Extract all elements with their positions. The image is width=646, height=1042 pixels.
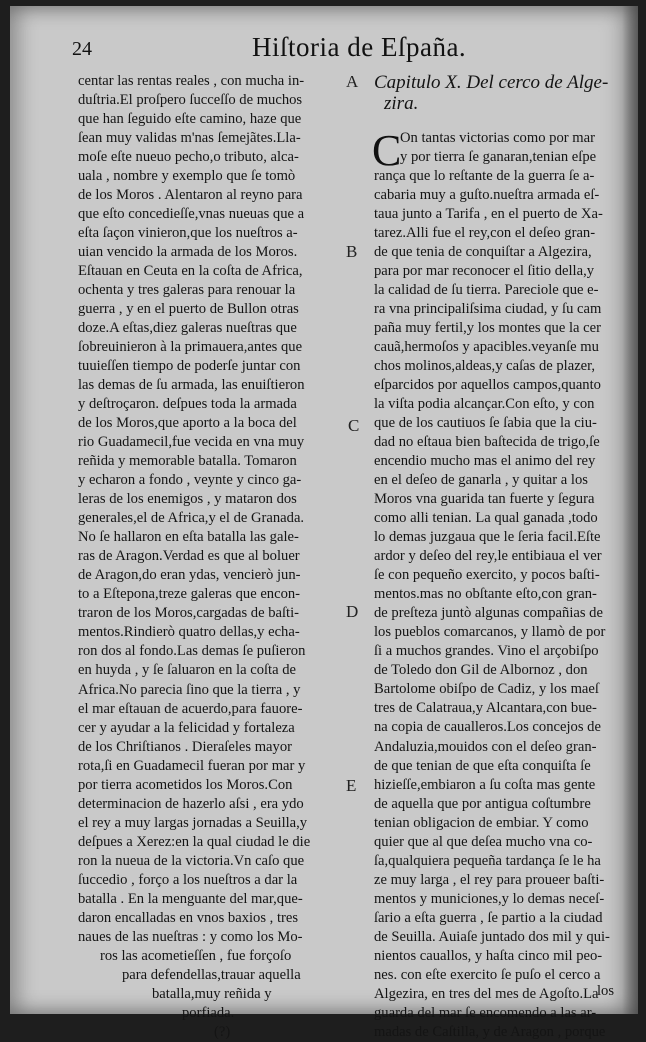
text-line: leras de los enemigos , y mataron dos xyxy=(78,491,297,508)
text-line: ras de Aragon.Verdad es que al boluer xyxy=(78,548,300,565)
text-line: mentos.mas no obſtante eſto,con gran- xyxy=(374,586,597,603)
text-line: taua junto a Tarifa , en el puerto de Xa- xyxy=(374,206,603,223)
text-line: daron encalladas en vnos baxios , tres xyxy=(78,909,299,926)
text-line: de Seuilla. Auiaſe juntado dos mil y qui- xyxy=(374,928,610,945)
text-line: para por mar reconocer el ſitio della,y xyxy=(374,263,595,280)
text-line: Bartolome obiſpo de Cadiz, y los maeſ xyxy=(374,681,599,698)
text-line: hizieſſe,embiaron a ſu coſta mas gente xyxy=(374,776,596,793)
text-line: ra vna principaliſsima ciudad, y ſu cam xyxy=(374,301,602,318)
text-line: lo demas juzgaua que le ſeria facil.Eſte xyxy=(374,529,601,546)
text-line: rança que lo reſtante de la guerra ſe a- xyxy=(374,168,595,185)
text-line: batalla,muy reñida y xyxy=(152,985,272,1002)
text-line: nes. con eſte exercito ſe puſo el cerco a xyxy=(374,966,601,983)
text-line: el rey a muy largas jornadas a Seuilla,y xyxy=(78,814,308,831)
text-line: Andaluzia,mouidos con el deſeo gran- xyxy=(374,738,597,755)
text-line: ron la nueua de la victoria.Vn caſo que xyxy=(78,852,305,869)
text-line: como alli tenian. La qual ganada ,todo xyxy=(374,510,598,527)
text-line: moſe eſte nueuo pecho,o tributo, alca- xyxy=(78,149,299,166)
page-number: 24 xyxy=(72,38,92,60)
margin-marker-b: B xyxy=(346,242,358,261)
page-header xyxy=(72,32,492,76)
text-line: porfiada. xyxy=(182,1004,235,1021)
margin-marker-c: C xyxy=(348,416,360,435)
text-line: ſean muy validas m'nas ſemejãtes.Lla- xyxy=(78,130,301,147)
text-line: de los Moros,que aporto a la boca del xyxy=(78,415,297,432)
text-line: ros las acometieſſen , fue forçoſo xyxy=(100,947,292,964)
chapter-heading-line: zira. xyxy=(384,93,419,114)
text-line: de que tenian de que eſta conquiſta ſe xyxy=(374,757,591,774)
text-line: tarez.Alli fue el rey,con el deſeo gran- xyxy=(374,225,596,242)
text-line: uala , nombre y exemplo que ſe tomò xyxy=(78,168,296,185)
text-line: tres de Calatraua,y Alcantara,con bue- xyxy=(374,700,597,717)
catchword: los xyxy=(596,983,614,999)
text-line: en el deſeo de ganarla , y quitar a los xyxy=(374,472,588,489)
text-line: paña muy fertil,y los montes que la cer xyxy=(374,320,601,337)
text-line: ze muy larga , el rey para proueer baſti- xyxy=(374,871,605,888)
text-line: generales,el de Africa,y el de Granada. xyxy=(78,510,305,527)
text-line: nientos cauallos, y haſta cinco mil peo- xyxy=(374,947,603,964)
margin-marker-e: E xyxy=(346,776,357,795)
text-line: de los Moros . Alentaron al reyno para xyxy=(78,187,303,204)
text-line: cauã,hermoſos y apacibles.veyanſe mu xyxy=(374,339,599,356)
left-column xyxy=(78,72,348,1042)
text-line: ron dos al fondo.Las demas ſe puſieron xyxy=(78,643,306,660)
text-line: traron de los Moros,cargadas de baſti- xyxy=(78,605,300,622)
text-line: en huyda , y ſe ſaluaron en la coſta de xyxy=(78,662,297,679)
text-line: tuuieſſen tiempo de poderſe juntar con xyxy=(78,358,301,375)
text-line: ſa,qualquiera pequeña tardança ſe le ha xyxy=(374,852,601,869)
text-line: rota,ſi en Guadamecil fueran por mar y xyxy=(78,757,306,774)
chapter-heading-line: Capitulo X. Del cerco de Alge- xyxy=(374,72,609,93)
text-line: eſparcidos por aquellos campos,quanto xyxy=(374,377,601,394)
chapter-heading xyxy=(374,72,618,114)
text-line: guerra , y en el puerto de Bullon otras xyxy=(78,301,299,318)
text-line: reñida y memorable batalla. Tomaron xyxy=(78,453,297,470)
text-line: de aquella que por antigua coſtumbre xyxy=(374,795,591,812)
text-line: de los Chriſtianos . Dieraſeles mayor xyxy=(78,738,292,755)
text-line: eſta ſaçon vinieron,que los nueſtros a- xyxy=(78,225,298,242)
text-line: determinacion de hazerlo aſsi , era ydo xyxy=(78,795,304,812)
text-line: uian vencido la armada de los Moros. xyxy=(78,244,298,261)
text-line: ſobreuinieron à la primauera,antes que xyxy=(78,339,303,356)
text-line: cer y ayudar a la felicidad y fortaleza xyxy=(78,719,295,736)
running-title: Hiſtoria de Eſpaña. xyxy=(252,32,467,62)
text-line: to a Eſtepona,treze galeras que encon- xyxy=(78,586,301,603)
text-line: los pueblos comarcanos, y llamò de por xyxy=(374,624,606,641)
text-line: mentos.Rindierò quatro dellas,y echa- xyxy=(78,624,300,641)
text-line: de Toledo don Gil de Albornoz , don xyxy=(374,662,588,679)
text-line: No ſe hallaron en eſta batalla las gale- xyxy=(78,529,299,546)
text-line: guarda del mar ſe encomendo a las ar- xyxy=(374,1004,597,1021)
text-line: y deſtroçaron. deſpues toda la armada xyxy=(78,396,297,413)
margin-marker-d: D xyxy=(346,602,359,621)
text-line: centar las rentas reales , con mucha in- xyxy=(78,73,305,89)
right-column xyxy=(372,72,618,1040)
text-line: On tantas victorias como por mar xyxy=(400,130,595,146)
text-line: ſario a eſta guerra , ſe partio a la ciudad xyxy=(374,909,603,926)
text-line: naues de las nueſtras : y como los Mo- xyxy=(78,928,303,945)
text-line: las demas de ſu armada, las enuiſtieron xyxy=(78,377,305,394)
text-line: doze.A eſtas,diez galeras nueſtras que xyxy=(78,320,297,337)
text-line: Algezira, en tres del mes de Agoſto.La xyxy=(374,985,599,1002)
book-page xyxy=(10,6,638,1040)
chapter-body xyxy=(372,126,618,1042)
text-line: de Aragon,do eran ydas, vencierò jun- xyxy=(78,567,301,584)
text-line: de preſteza juntò algunas compañias de xyxy=(374,605,603,622)
text-line: batalla . En la menguante del mar,que- xyxy=(78,890,303,907)
text-line: na copia de caualleros.Los concejos de xyxy=(374,719,601,736)
text-line: que de los cautiuos ſe ſabia que la ciu- xyxy=(374,415,597,432)
text-line: chos molinos,aldeas,y caſas de plazer, xyxy=(374,358,596,375)
text-line: cabaria muy a guſto.nueſtra armada eſ- xyxy=(374,187,600,204)
text-line: dad no eſtaua bien baſtecida de trigo,ſe xyxy=(374,434,600,451)
margin-marker-a: A xyxy=(346,72,359,91)
text-line: y por tierra ſe ganaran,tenian eſpe xyxy=(400,149,597,166)
text-line: (?) xyxy=(214,1023,231,1040)
text-line: ſuccedio , forço a los nueſtros a dar la xyxy=(78,871,298,888)
text-line: para defendellas,trauar aquella xyxy=(122,966,301,983)
text-line: la viſta podia alcançar.Con eſto, y con xyxy=(374,396,595,413)
text-line: de que tenia de conquiſtar a Algezira, xyxy=(374,244,592,261)
text-line: el mar eſtauan de acuerdo,para fauore- xyxy=(78,700,303,717)
text-line: la calidad de ſu tierra. Pareciole que e- xyxy=(374,282,599,299)
text-line: y echaron a fondo , veynte y cinco ga- xyxy=(78,472,302,489)
text-line: rio Guadamecil,fue vecida en vna muy xyxy=(78,434,305,451)
text-line: mentos y municiones,y lo demas neceſ- xyxy=(374,890,605,907)
text-line: ſi a muchos grandes. Vino el arçobiſpo xyxy=(374,643,599,660)
text-line: que han ſeguido eſte camino, haze que xyxy=(78,111,302,128)
text-line: Eſtauan en Ceuta en la coſta de Africa, xyxy=(78,263,303,280)
text-line: ardor y deſeo del rey,le entibiaua el ver xyxy=(374,548,602,565)
text-line: por tierra acometidos los Moros.Con xyxy=(78,776,293,793)
text-line: ſe con pequeño exercito, y pocos baſti- xyxy=(374,567,600,584)
text-line: Moros vna guarida tan fuerte y ſegura xyxy=(374,491,595,508)
text-line: quier que al que deſea mucho vna co- xyxy=(374,833,593,850)
text-line: deſpues a Xerez:en la qual ciudad le die xyxy=(78,833,311,850)
text-line: duſtria.El proſpero ſucceſſo de muchos xyxy=(78,92,303,109)
text-line: que eſto concedieſſe,vnas nueuas que a xyxy=(78,206,305,223)
text-line: tenian obligacion de embiar. Y como xyxy=(374,814,589,831)
text-line: madas de Caſtilla, y de Aragon , porque xyxy=(374,1023,606,1040)
text-line: encendio mucho mas el animo del rey xyxy=(374,453,596,470)
text-line: ochenta y tres galeras para renouar la xyxy=(78,282,296,299)
drop-capital: C xyxy=(372,126,402,175)
text-line: Africa.No parecia ſino que la tierra , y xyxy=(78,681,301,698)
